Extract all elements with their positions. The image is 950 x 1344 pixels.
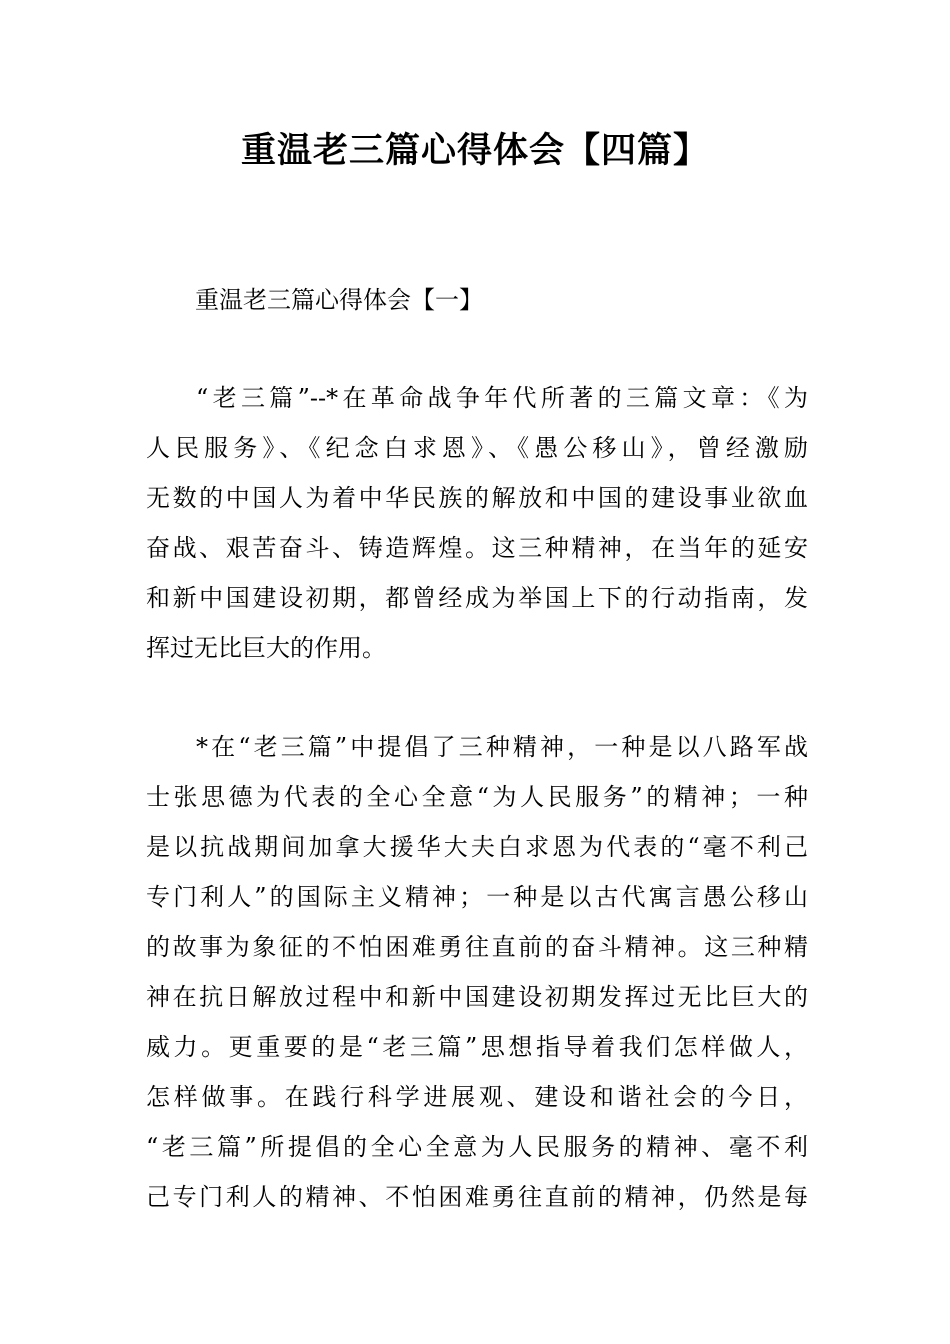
paragraph-line: 士张思德为代表的全心全意“为人民服务”的精神；一种 xyxy=(146,783,808,811)
paragraph-line: 己专门利人的精神、不怕困难勇往直前的精神，仍然是每 xyxy=(146,1183,808,1211)
document-title: 重温老三篇心得体会【四篇】 xyxy=(240,131,709,171)
paragraph-2 xyxy=(146,722,808,1222)
paragraph-line: “老三篇”所提倡的全心全意为人民服务的精神、毫不利 xyxy=(146,1133,808,1161)
paragraph-line: “老三篇”--*在革命战争年代所著的三篇文章：《为 xyxy=(196,384,808,412)
paragraph-line: 威力。更重要的是“老三篇”思想指导着我们怎样做人， xyxy=(146,1033,808,1061)
paragraph-line: 的故事为象征的不怕困难勇往直前的奋斗精神。这三种精 xyxy=(146,933,808,961)
paragraph-1 xyxy=(146,373,808,673)
paragraph-line: *在“老三篇”中提倡了三种精神，一种是以八路军战 xyxy=(196,733,808,761)
paragraph-line: 奋战、艰苦奋斗、铸造辉煌。这三种精神，在当年的延安 xyxy=(146,534,808,562)
paragraph-line: 和新中国建设初期，都曾经成为举国上下的行动指南，发 xyxy=(146,584,808,612)
paragraph-line: 无数的中国人为着中华民族的解放和中国的建设事业欲血 xyxy=(146,484,808,512)
section-heading: 重温老三篇心得体会【一】 xyxy=(195,286,483,314)
paragraph-line: 是以抗战期间加拿大援华大夫白求恩为代表的“毫不利己 xyxy=(146,833,808,861)
paragraph-line: 人民服务》、《纪念白求恩》、《愚公移山》，曾经激励 xyxy=(146,434,808,462)
paragraph-line: 挥过无比巨大的作用。 xyxy=(146,634,386,662)
paragraph-line: 怎样做事。在践行科学进展观、建设和谐社会的今日， xyxy=(146,1083,808,1111)
paragraph-line: 专门利人”的国际主义精神；一种是以古代寓言愚公移山 xyxy=(146,883,808,911)
paragraph-line: 神在抗日解放过程中和新中国建设初期发挥过无比巨大的 xyxy=(146,983,808,1011)
